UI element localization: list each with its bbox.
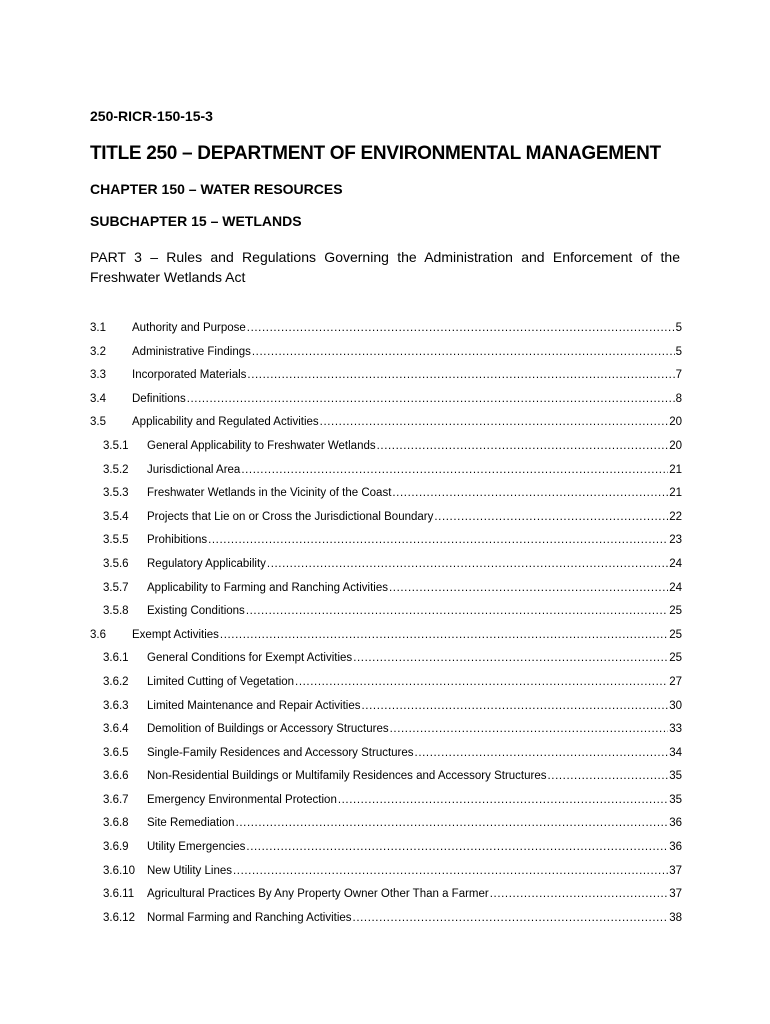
toc-entry-page: 25 xyxy=(669,605,682,618)
toc-entry-number: 3.6 xyxy=(90,628,106,641)
toc-dot-leader xyxy=(246,841,668,853)
toc-entry-page: 7 xyxy=(675,369,682,382)
toc-dot-leader xyxy=(295,676,668,688)
toc-dot-leader xyxy=(233,865,668,877)
toc-dot-leader xyxy=(187,393,675,405)
regulation-code: 250-RICR-150-15-3 xyxy=(90,108,213,124)
toc-dot-leader xyxy=(247,322,675,334)
toc-entry-label: Prohibitions xyxy=(147,534,208,547)
toc-entry-label: Non-Residential Buildings or Multifamily Residences and Accessory Structures xyxy=(147,770,547,783)
toc-entry-label: General Conditions for Exempt Activities xyxy=(147,652,353,665)
toc-entry-number: 3.6.12 xyxy=(103,911,135,924)
toc-entry-label: Site Remediation xyxy=(147,817,235,830)
toc-entry-page: 37 xyxy=(669,888,682,901)
toc-entry-page: 27 xyxy=(669,675,682,688)
toc-entry-label: New Utility Lines xyxy=(147,864,232,877)
toc-dot-leader xyxy=(338,794,668,806)
toc-entry[interactable] xyxy=(90,770,682,794)
toc-entry-label: Limited Maintenance and Repair Activities xyxy=(147,699,361,712)
toc-dot-leader xyxy=(490,888,668,900)
toc-dot-leader xyxy=(246,605,668,617)
toc-entry-page: 30 xyxy=(669,699,682,712)
toc-entry-page: 22 xyxy=(669,510,682,523)
toc-entry[interactable] xyxy=(90,511,682,535)
toc-entry-label: General Applicability to Freshwater Wetlands xyxy=(147,439,376,452)
toc-entry[interactable] xyxy=(90,841,682,865)
toc-entry[interactable] xyxy=(90,487,682,511)
toc-entry-number: 3.6.7 xyxy=(103,793,129,806)
toc-entry-label: Exempt Activities xyxy=(132,628,219,641)
toc-entry-number: 3.6.3 xyxy=(103,699,129,712)
toc-entry-label: Limited Cutting of Vegetation xyxy=(147,675,295,688)
toc-entry-label: Authority and Purpose xyxy=(132,322,246,334)
toc-entry-number: 3.6.6 xyxy=(103,770,129,783)
toc-dot-leader xyxy=(208,534,668,546)
toc-dot-leader xyxy=(547,770,668,782)
toc-entry-page: 35 xyxy=(669,770,682,783)
toc-entry-label: Regulatory Applicability xyxy=(147,557,266,570)
toc-entry-page: 25 xyxy=(669,652,682,665)
toc-entry-number: 3.5.6 xyxy=(103,557,129,570)
toc-entry-number: 3.6.8 xyxy=(103,817,129,830)
toc-entry[interactable] xyxy=(90,817,682,841)
toc-entry-label: Demolition of Buildings or Accessory Structures xyxy=(147,723,389,736)
chapter-heading: CHAPTER 150 – WATER RESOURCES xyxy=(90,181,343,197)
toc-entry-number: 3.5.8 xyxy=(103,605,129,618)
toc-entry-label: Applicability and Regulated Activities xyxy=(132,416,319,429)
toc-dot-leader xyxy=(377,440,669,452)
toc-entry-page: 5 xyxy=(675,345,682,358)
toc-entry[interactable] xyxy=(90,534,682,558)
toc-entry-page: 33 xyxy=(669,723,682,736)
table-of-contents xyxy=(90,322,682,935)
toc-entry-number: 3.5.4 xyxy=(103,510,129,523)
toc-dot-leader xyxy=(247,369,674,381)
toc-entry[interactable] xyxy=(90,888,682,912)
part-heading: PART 3 – Rules and Regulations Governing the Administration and Enforcement of the Freshwater Wetlands Act xyxy=(90,249,680,285)
toc-entry-page: 36 xyxy=(669,841,682,854)
toc-entry[interactable] xyxy=(90,747,682,771)
toc-entry-label: Single-Family Residences and Accessory Structures xyxy=(147,746,414,759)
toc-entry-number: 3.5.2 xyxy=(103,463,129,476)
toc-entry-number: 3.6.10 xyxy=(103,864,135,877)
toc-entry[interactable] xyxy=(90,393,682,417)
toc-entry[interactable] xyxy=(90,723,682,747)
toc-entry-label: Projects that Lie on or Cross the Jurisdictional Boundary xyxy=(147,510,434,523)
toc-dot-leader xyxy=(390,723,669,735)
toc-entry-number: 3.1 xyxy=(90,322,106,334)
toc-entry-number: 3.5.3 xyxy=(103,487,129,500)
toc-entry[interactable] xyxy=(90,464,682,488)
toc-entry-page: 38 xyxy=(669,911,682,924)
toc-entry-label: Applicability to Farming and Ranching Activities xyxy=(147,581,388,594)
toc-entry[interactable] xyxy=(90,369,682,393)
toc-dot-leader xyxy=(362,700,669,712)
toc-entry-number: 3.5.5 xyxy=(103,534,129,547)
toc-entry[interactable] xyxy=(90,416,682,440)
toc-dot-leader xyxy=(267,558,668,570)
toc-entry[interactable] xyxy=(90,676,682,700)
toc-entry-page: 21 xyxy=(669,487,682,500)
title-heading: TITLE 250 – DEPARTMENT OF ENVIRONMENTAL MANAGEMENT xyxy=(90,143,661,164)
toc-entry[interactable] xyxy=(90,558,682,582)
toc-entry[interactable] xyxy=(90,794,682,818)
toc-entry-page: 37 xyxy=(669,864,682,877)
toc-entry[interactable] xyxy=(90,582,682,606)
toc-entry[interactable] xyxy=(90,912,682,936)
toc-entry-page: 20 xyxy=(669,416,682,429)
toc-entry-label: Jurisdictional Area xyxy=(147,463,241,476)
toc-dot-leader xyxy=(434,511,668,523)
toc-entry-number: 3.5 xyxy=(90,416,106,429)
toc-entry-page: 25 xyxy=(669,628,682,641)
toc-entry-page: 36 xyxy=(669,817,682,830)
toc-entry-page: 34 xyxy=(669,746,682,759)
toc-entry-number: 3.6.1 xyxy=(103,652,129,665)
toc-dot-leader xyxy=(241,464,668,476)
toc-dot-leader xyxy=(389,582,668,594)
toc-entry-page: 20 xyxy=(669,439,682,452)
toc-entry-label: Incorporated Materials xyxy=(132,369,247,382)
toc-entry-number: 3.4 xyxy=(90,392,106,405)
toc-entry-number: 3.6.11 xyxy=(103,888,135,901)
toc-entry-label: Normal Farming and Ranching Activities xyxy=(147,911,352,924)
toc-dot-leader xyxy=(392,487,668,499)
toc-dot-leader xyxy=(353,652,668,664)
toc-entry-number: 3.6.4 xyxy=(103,723,129,736)
toc-dot-leader xyxy=(220,629,668,641)
toc-entry-label: Freshwater Wetlands in the Vicinity of the Coast xyxy=(147,487,392,500)
toc-entry-page: 23 xyxy=(669,534,682,547)
toc-entry-label: Utility Emergencies xyxy=(147,841,246,854)
toc-entry-label: Definitions xyxy=(132,392,186,405)
toc-entry-label: Existing Conditions xyxy=(147,605,245,618)
toc-entry[interactable] xyxy=(90,865,682,889)
toc-entry[interactable] xyxy=(90,346,682,370)
toc-entry-number: 3.5.1 xyxy=(103,439,129,452)
toc-entry-number: 3.6.2 xyxy=(103,675,129,688)
toc-dot-leader xyxy=(320,416,669,428)
toc-entry[interactable] xyxy=(90,629,682,653)
toc-entry-number: 3.3 xyxy=(90,369,106,382)
toc-entry-page: 8 xyxy=(675,392,682,405)
toc-entry-page: 21 xyxy=(669,463,682,476)
toc-dot-leader xyxy=(415,747,669,759)
toc-entry-number: 3.5.7 xyxy=(103,581,129,594)
toc-entry-number: 3.6.5 xyxy=(103,746,129,759)
toc-entry-number: 3.2 xyxy=(90,345,106,358)
toc-entry-page: 24 xyxy=(669,581,682,594)
toc-entry-label: Agricultural Practices By Any Property Owner Other Than a Farmer xyxy=(147,888,489,901)
toc-entry[interactable] xyxy=(90,700,682,724)
toc-entry[interactable] xyxy=(90,652,682,676)
toc-entry[interactable] xyxy=(90,440,682,464)
subchapter-heading: SUBCHAPTER 15 – WETLANDS xyxy=(90,213,302,229)
toc-entry-page: 24 xyxy=(669,557,682,570)
toc-dot-leader xyxy=(353,912,669,924)
toc-entry-label: Emergency Environmental Protection xyxy=(147,793,337,806)
toc-dot-leader xyxy=(252,346,675,358)
toc-entry[interactable] xyxy=(90,322,682,346)
toc-entry-page: 35 xyxy=(669,793,682,806)
toc-dot-leader xyxy=(236,817,669,829)
toc-entry-page: 5 xyxy=(675,322,682,334)
toc-entry[interactable] xyxy=(90,605,682,629)
toc-entry-number: 3.6.9 xyxy=(103,841,129,854)
toc-entry-label: Administrative Findings xyxy=(132,345,251,358)
